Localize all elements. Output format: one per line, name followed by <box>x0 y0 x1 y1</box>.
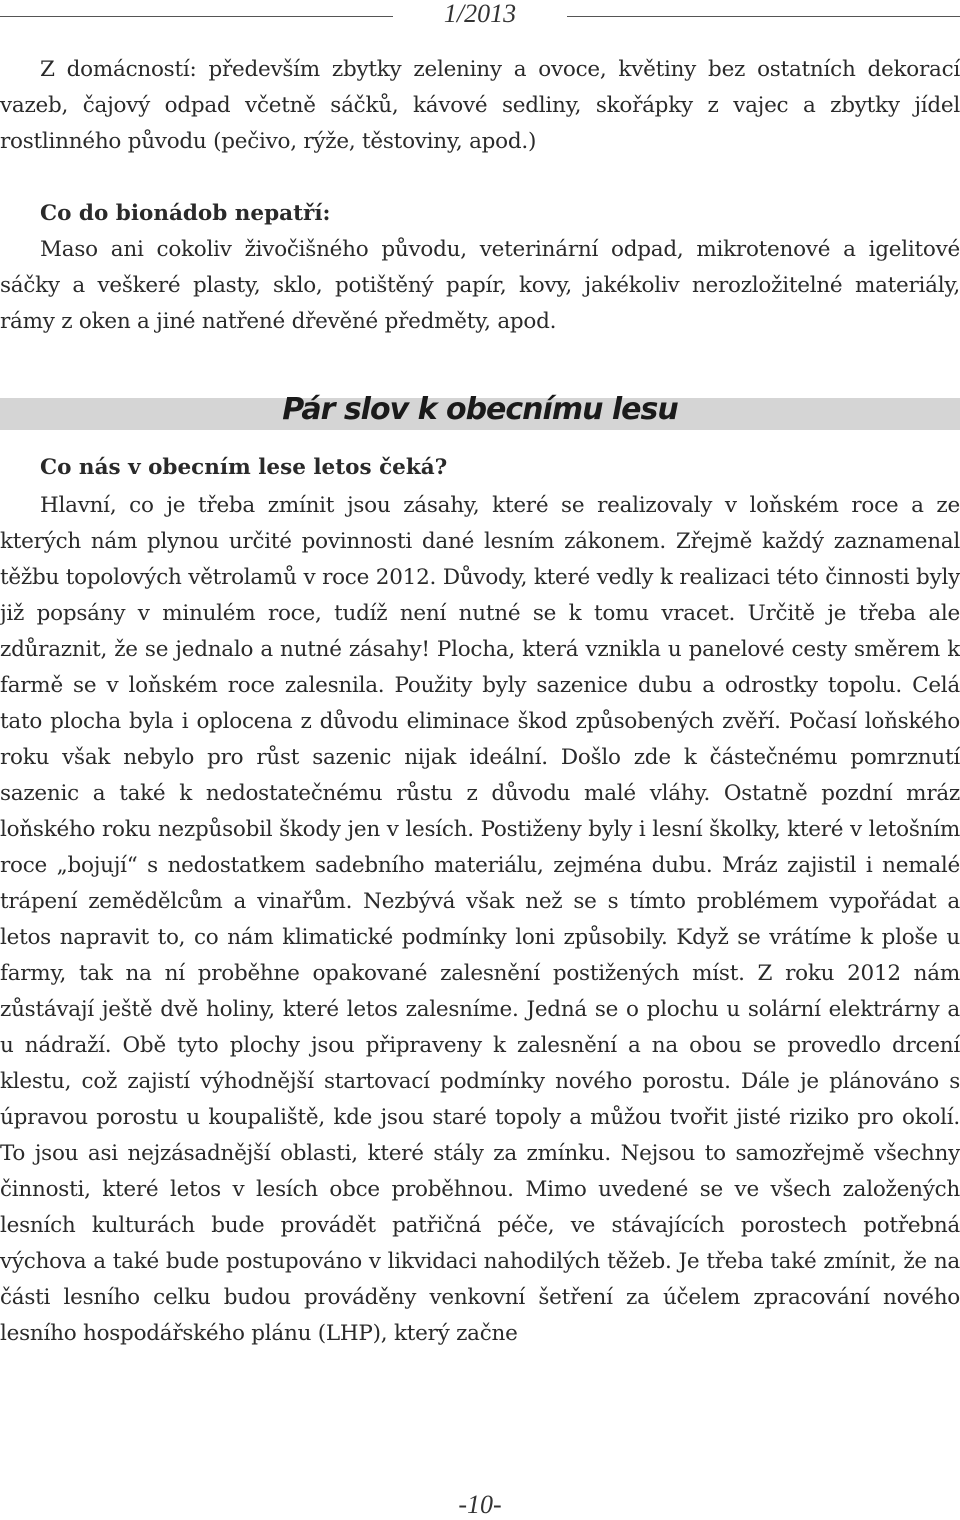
issue-header <box>0 0 960 30</box>
issue-number: 1/2013 <box>443 0 517 28</box>
header-rule-right <box>567 16 960 17</box>
forest-text: Hlavní, co je třeba zmínit jsou zásahy, které se realizovaly v loňském roce a ze kterých nám plynou určité povinnosti dané lesním zákonem. Zřejmě každý zaznamenal těžbu topolových větrolamů v roce 2012. Důvody, které vedly k realizaci této činnosti byly již popsány v minulém roce, tudíž není nutné se k tomu vracet. Určitě je třeba ale zdůraznit, že se jednalo a nutné zásahy! Plocha, která vznikla u panelové cesty směrem k farmě se v loňském roce zalesnila. Použity byly sazenice dubu a odrostky topolu. Celá tato plocha byla i oplocena z důvodu eliminace škod způsobených zvěří. Počasí loňského roku však nebylo pro růst sazenic nijak ideální. Došlo zde k částečnému pomrznutí sazenic a také k nedostatečnému růstu z důvodu malé vláhy. Ostatně pozdní mráz loňského roku nezpůsobil škody jen v lesích. Postiženy byly i lesní školky, které v letošním roce „bojují“ s nedostatkem sadebního materiálu, zejména dubu. Mráz zajistil i nemalé trápení zemědělcům a vinařům. Nezbývá však než se s tímto problémem vypořádat a letos napravit to, co nám klimatické podmínky loni způsobily. Když se vrátíme k ploše u farmy, tak na ní proběhne opakované zalesnění postižených míst. Z roku 2012 nám zůstávají ještě dvě holiny, které letos zalesníme. Jedná se o plochu u solární elektrárny a u nádraží. Obě tyto plochy jsou připraveny k zalesnění a na obou se provedlo drcení klestu, což zajistí výhodnější startovací podmínky nového porostu. Dále je plánováno s úpravou porostu u koupaliště, kde jsou staré topoly a můžou tvořit jisté riziko pro okolí. To jsou asi nejzásadnější oblasti, které stály za zmínku. Nejsou to samozřejmě všechny činnosti, které letos v lesích obce proběhnou. Mimo uvedené se ve všech založených lesních kulturách bude provádět patřičná péče, ve stávajících porostech potřebná výchova a také bude postupováno v likvidaci nahodilých těžeb. Je třeba také zmínit, že na části lesního celku budou prováděny venkovní šetření za účelem zpracování nového lesního hospodářského plánu (LHP), který začne <box>0 493 960 1346</box>
not-allowed-paragraph <box>0 232 960 340</box>
forest-paragraph <box>0 488 960 1352</box>
section-question: Co nás v obecním lese letos čeká? <box>40 455 448 480</box>
page-number: -10- <box>458 1490 502 1519</box>
intro-paragraph <box>0 52 960 160</box>
not-allowed-text: Maso ani cokoliv živočišného původu, veterinární odpad, mikrotenové a igelitové sáčky a veškeré plasty, sklo, potištěný papír, kovy, jakékoliv nerozložitelné materiály, rámy z oken a jiné natřené dřevěné předměty, apod. <box>0 237 960 334</box>
intro-text: Z domácností: především zbytky zeleniny a ovoce, květiny bez ostatních dekorací vazeb, čajový odpad včetně sáčků, kávové sedliny, skořápky z vajec a zbytky jídel rostlinného původu (pečivo, rýže, těstoviny, apod.) <box>0 57 960 154</box>
section-title: Pár slov k obecnímu lesu <box>282 392 678 427</box>
not-allowed-heading: Co do bionádob nepatří: <box>40 201 331 226</box>
